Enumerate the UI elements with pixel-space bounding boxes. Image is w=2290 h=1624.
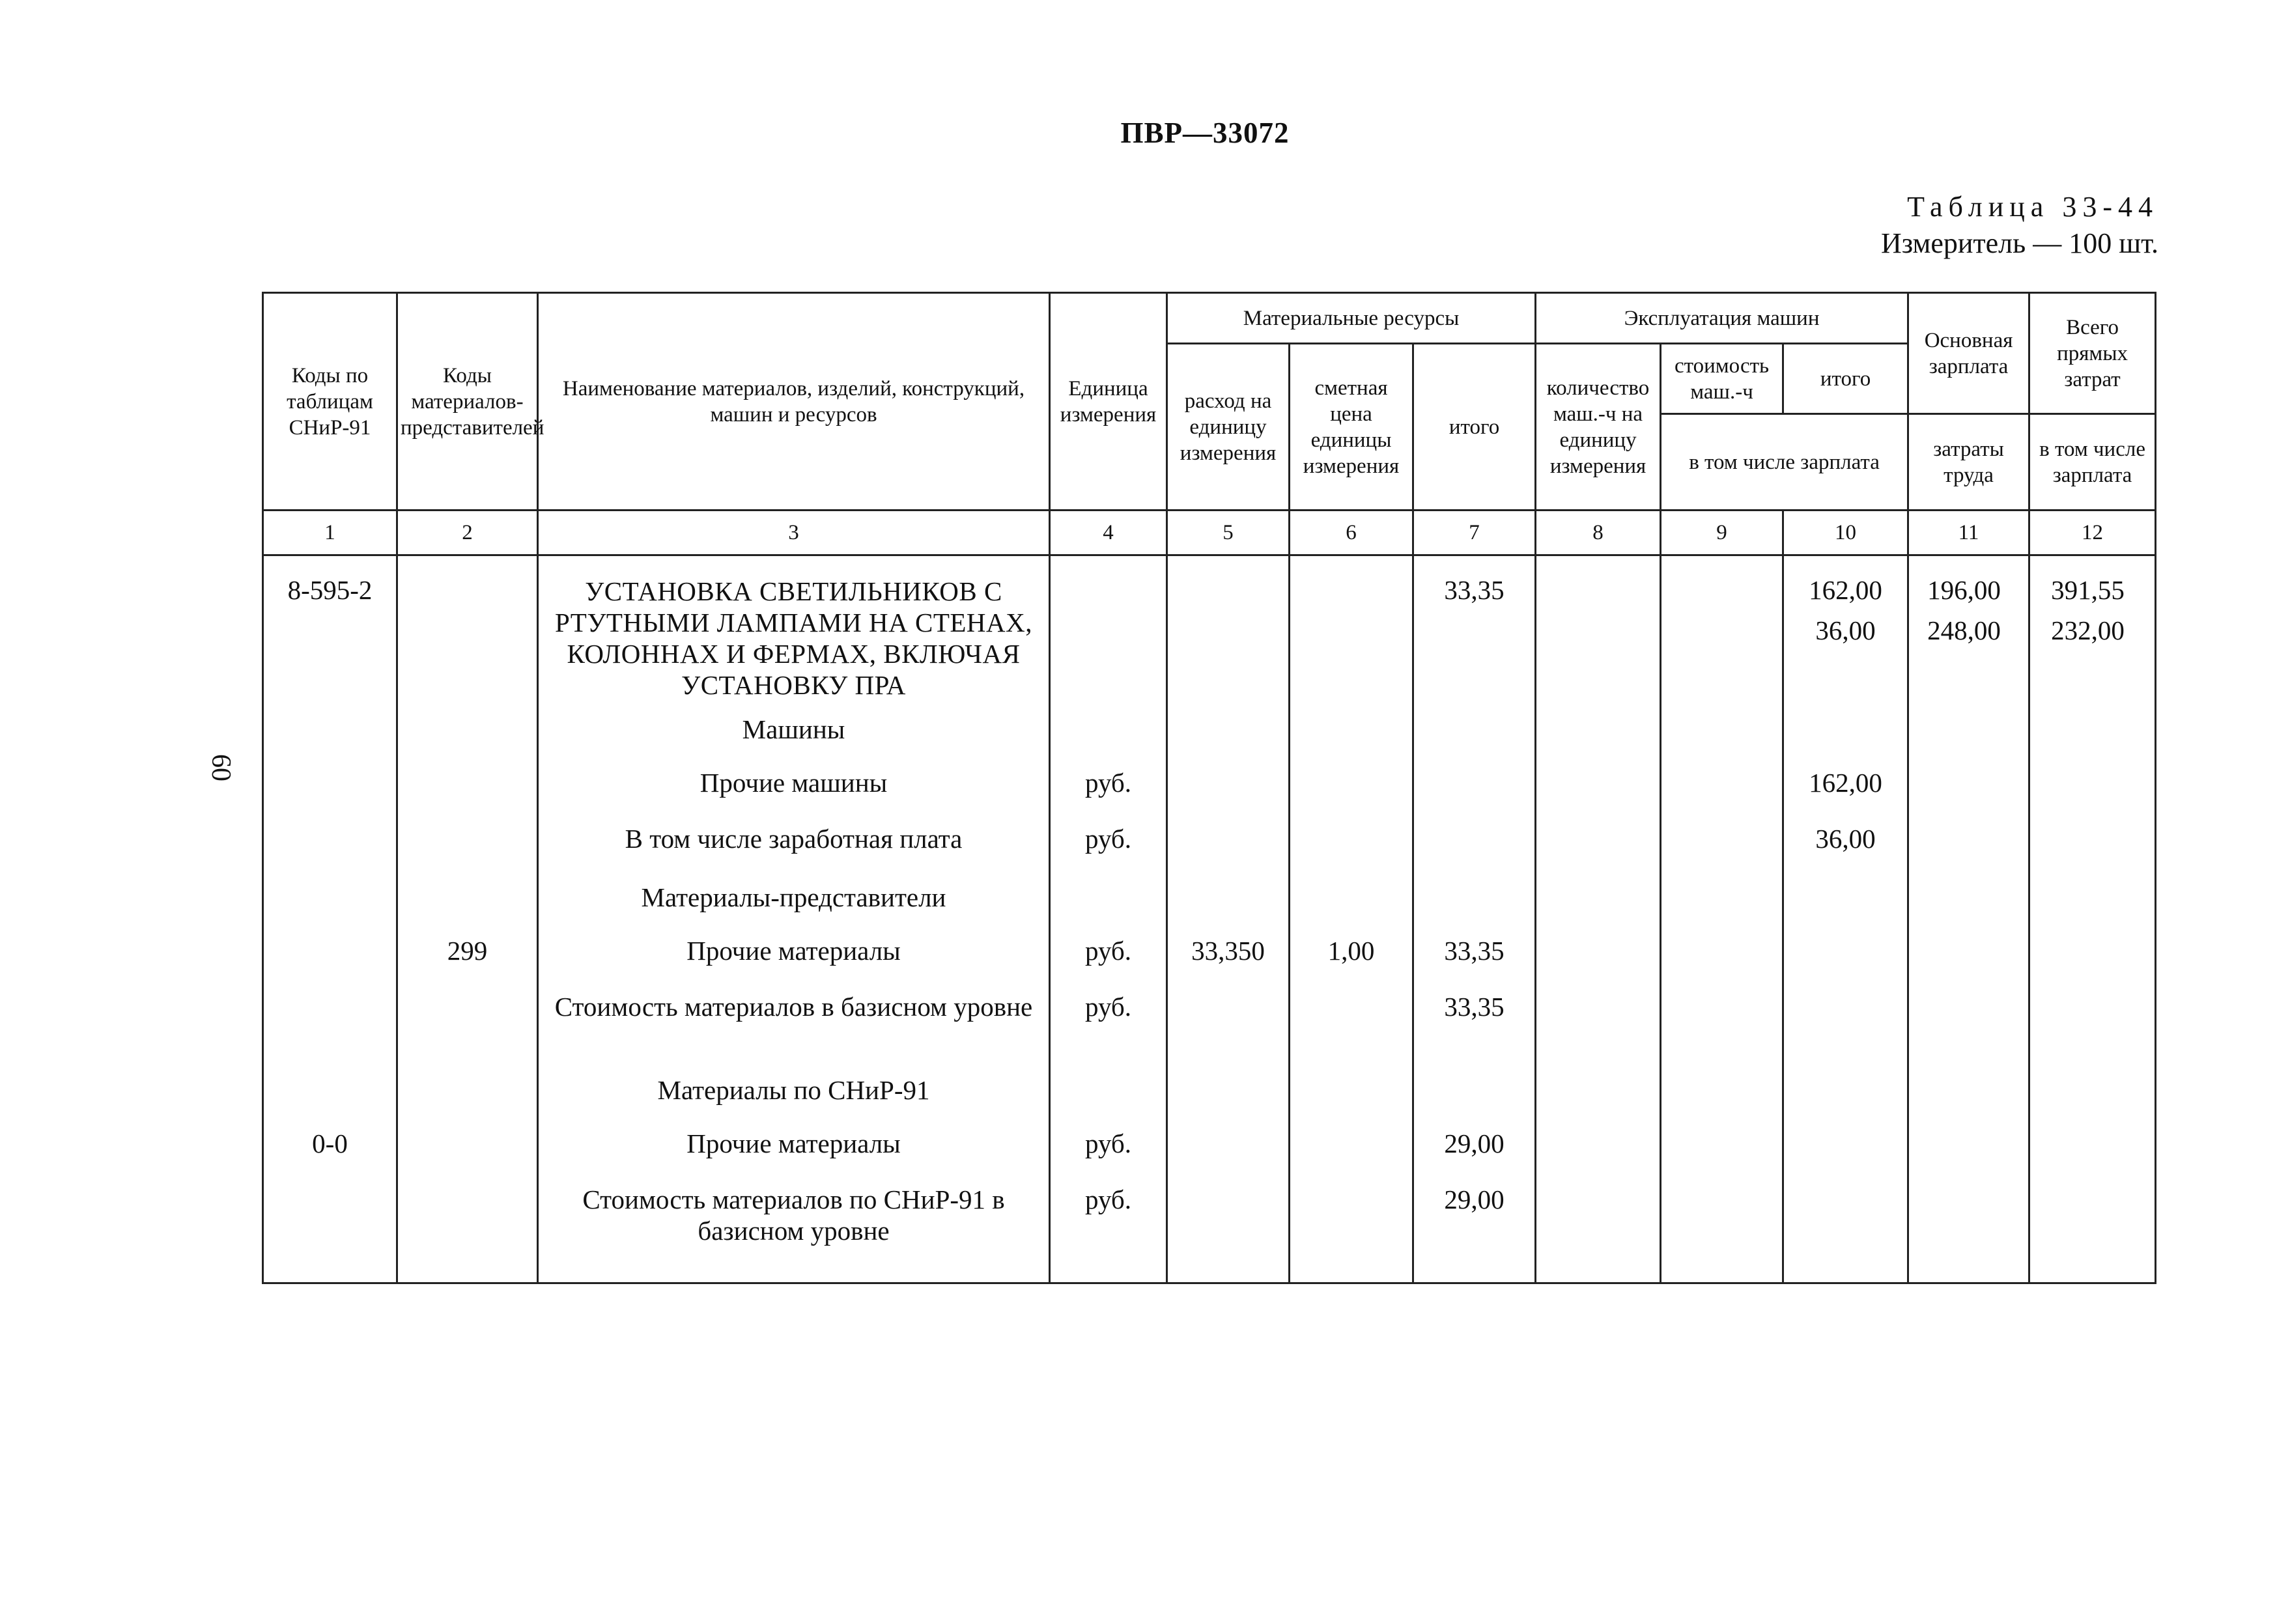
rep-total: 33,35 — [1413, 925, 1536, 981]
cost-snir-total: 29,00 — [1413, 1173, 1536, 1283]
header-incl-salary: в том числе зарплата — [2029, 414, 2156, 511]
column-number: 3 — [538, 511, 1050, 555]
table-row — [263, 1061, 2156, 1117]
main-mat-total: 33,35 — [1413, 555, 1536, 701]
table-row — [263, 1117, 2156, 1173]
cost-base-unit: руб. — [1050, 981, 1167, 1061]
snir-materials-heading: Материалы по СНиР-91 — [538, 1061, 1050, 1117]
table-row — [263, 1173, 2156, 1283]
main-mach-wage: 36,00 — [1815, 615, 1876, 645]
main-direct-total: 391,55 — [2051, 575, 2125, 605]
table-row — [263, 981, 2156, 1061]
rep-materials-heading: Материалы-представители — [538, 869, 1050, 925]
table-row — [263, 813, 2156, 869]
column-number: 12 — [2029, 511, 2156, 555]
wages-name: В том числе заработная плата — [538, 813, 1050, 869]
column-number: 8 — [1536, 511, 1661, 555]
page-number: 60 — [206, 754, 236, 781]
header-machine-operation: Эксплуатация машин — [1536, 293, 1908, 344]
main-mach-total: 162,00 — [1809, 575, 1882, 605]
column-number: 10 — [1783, 511, 1908, 555]
main-base-salary: 196,00 — [1927, 575, 2001, 605]
header-rep-codes: Коды материалов-представителей — [397, 293, 538, 511]
table-label: Таблица 33-44 — [1907, 191, 2158, 223]
header-mach-hours: количество маш.-ч на единицу измерения — [1536, 344, 1661, 511]
header-total-direct: Всего прямых затрат — [2029, 293, 2156, 414]
main-name: УСТАНОВКА СВЕТИЛЬНИКОВ С РТУТНЫМИ ЛАМПАМИ НА СТЕНАХ, КОЛОННАХ И ФЕРМАХ, ВКЛЮЧАЯ УСТАНОВКУ ПРА — [538, 555, 1050, 701]
header-unit: Единица измерения — [1050, 293, 1167, 511]
column-number: 6 — [1290, 511, 1413, 555]
header-mach-total: итого — [1783, 344, 1908, 414]
header-mach-cost: стоимость маш.-ч — [1661, 344, 1783, 414]
cost-base-name: Стоимость материалов в базисном уровне — [538, 981, 1050, 1061]
header-base-salary: Основная зарплата — [1908, 293, 2029, 414]
estimate-table — [262, 292, 2156, 1284]
wages-total: 36,00 — [1783, 813, 1908, 869]
cost-snir-name: Стоимость материалов по СНиР-91 в базисном уровне — [538, 1173, 1050, 1283]
main-code: 8-595-2 — [263, 555, 397, 701]
header-mat-total: итого — [1413, 344, 1536, 511]
table-measure: Измеритель — 100 шт. — [1880, 227, 2158, 259]
table-caption — [1881, 189, 2158, 262]
column-number: 5 — [1167, 511, 1290, 555]
column-number: 7 — [1413, 511, 1536, 555]
snir-other-materials-unit: руб. — [1050, 1117, 1167, 1173]
cost-base-total: 33,35 — [1413, 981, 1536, 1061]
snir-other-materials-name: Прочие материалы — [538, 1117, 1050, 1173]
header-snir-codes: Коды по таблицам СНиР-91 — [263, 293, 397, 511]
table-row-main — [263, 555, 2156, 701]
other-machines-name: Прочие машины — [538, 757, 1050, 813]
rep-other-materials-name: Прочие материалы — [538, 925, 1050, 981]
cost-snir-unit: руб. — [1050, 1173, 1167, 1283]
header-mat-price: сметная цена единицы измерения — [1290, 344, 1413, 511]
column-number: 2 — [397, 511, 538, 555]
main-direct-cell — [2029, 555, 2156, 701]
header-mach-wage: в том числе зарплата — [1661, 414, 1908, 511]
rep-other-materials-unit: руб. — [1050, 925, 1167, 981]
column-number: 1 — [263, 511, 397, 555]
main-mach-cell — [1783, 555, 1908, 701]
header-material-resources: Материальные ресурсы — [1167, 293, 1536, 344]
header-name: Наименование материалов, изделий, конструкций, машин и ресурсов — [538, 293, 1050, 511]
main-salary-cell — [1908, 555, 2029, 701]
wages-unit: руб. — [1050, 813, 1167, 869]
table-row — [263, 869, 2156, 925]
header-labor-costs: затраты труда — [1908, 414, 2029, 511]
column-number: 11 — [1908, 511, 2029, 555]
rep-price: 1,00 — [1290, 925, 1413, 981]
snir-other-materials-total: 29,00 — [1413, 1117, 1536, 1173]
rep-rate: 33,350 — [1167, 925, 1290, 981]
rep-code: 299 — [397, 925, 538, 981]
other-machines-total: 162,00 — [1783, 757, 1908, 813]
header-mat-rate: расход на единицу измерения — [1167, 344, 1290, 511]
main-direct-salary: 232,00 — [2051, 615, 2125, 645]
machines-heading: Машины — [538, 701, 1050, 757]
other-machines-unit: руб. — [1050, 757, 1167, 813]
snir-code: 0-0 — [263, 1117, 397, 1173]
table-row — [263, 757, 2156, 813]
column-number: 9 — [1661, 511, 1783, 555]
document-title: ПВР—33072 — [1120, 117, 1290, 149]
table-row — [263, 925, 2156, 981]
main-labor: 248,00 — [1927, 615, 2001, 645]
table-row — [263, 701, 2156, 757]
column-number: 4 — [1050, 511, 1167, 555]
